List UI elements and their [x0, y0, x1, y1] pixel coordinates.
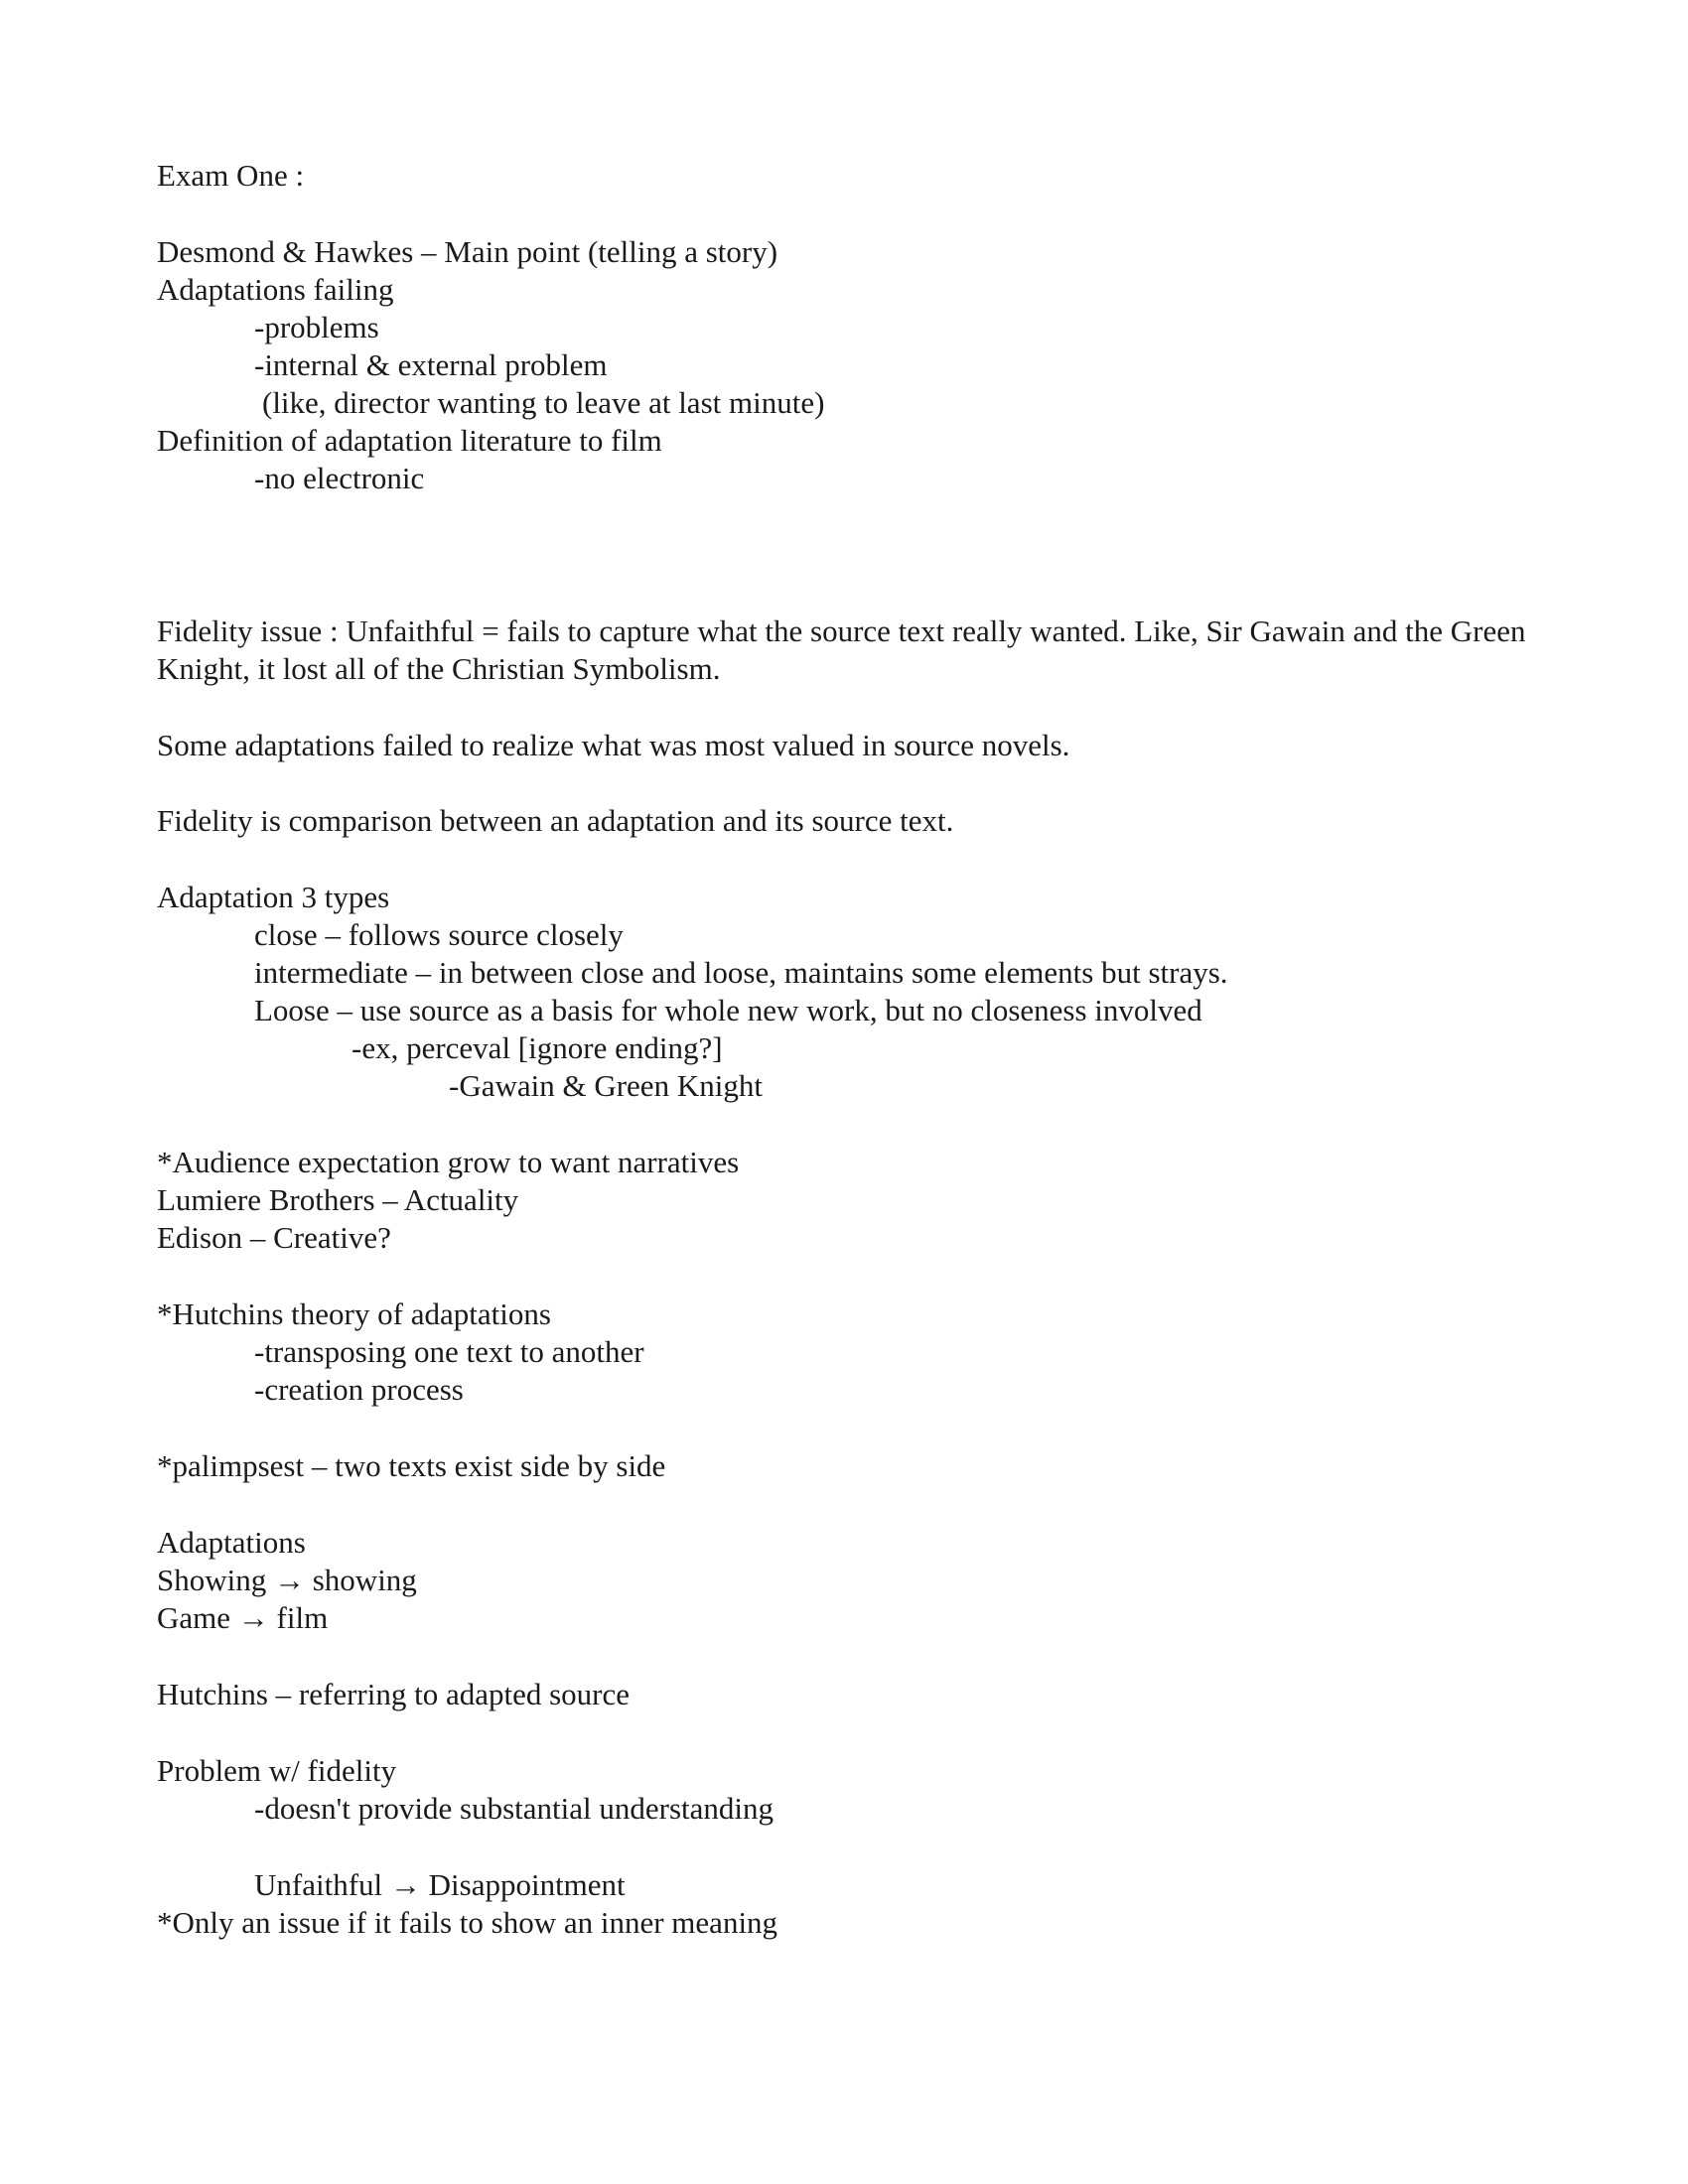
note-line: (like, director wanting to leave at last minute)	[262, 385, 825, 420]
note-line: -creation process	[254, 1372, 464, 1407]
note-line: close – follows source closely	[254, 917, 624, 952]
note-line: Showing → showing	[157, 1563, 417, 1597]
note-line: intermediate – in between close and loose, maintains some elements but strays.	[254, 955, 1228, 990]
note-line: -transposing one text to another	[254, 1334, 644, 1369]
note-line: Definition of adaptation literature to film	[157, 423, 662, 458]
note-line: Loose – use source as a basis for whole new work, but no closeness involved	[254, 993, 1202, 1027]
note-line: -no electronic	[254, 461, 425, 495]
note-line: -Gawain & Green Knight	[449, 1068, 763, 1103]
note-line: Game → film	[157, 1600, 329, 1635]
note-heading: Adaptation 3 types	[157, 880, 390, 914]
note-paragraph: Fidelity is comparison between an adaptation and its source text.	[157, 803, 954, 838]
note-heading: Adaptations	[157, 1525, 306, 1560]
note-line: *Only an issue if it fails to show an inner meaning	[157, 1905, 778, 1940]
note-paragraph: Some adaptations failed to realize what was most valued in source novels.	[157, 728, 1070, 762]
note-line: Desmond & Hawkes – Main point (telling a story)	[157, 234, 778, 269]
note-line: Adaptations failing	[157, 272, 394, 307]
note-line: -problems	[254, 310, 379, 344]
note-paragraph: Fidelity issue : Unfaithful = fails to capture what the source text really wanted. Like, Sir Gawain and the Green Knight, it lost all of the Christian Symbolism.	[157, 614, 1526, 686]
note-heading: Problem w/ fidelity	[157, 1753, 397, 1788]
note-line: -internal & external problem	[254, 347, 608, 382]
note-line: Hutchins – referring to adapted source	[157, 1677, 631, 1711]
note-heading: *Hutchins theory of adaptations	[157, 1297, 551, 1331]
note-line: *palimpsest – two texts exist side by side	[157, 1448, 666, 1483]
note-line: *Audience expectation grow to want narratives	[157, 1145, 740, 1179]
note-line: Edison – Creative?	[157, 1220, 391, 1255]
note-line: -doesn't provide substantial understanding	[254, 1791, 774, 1826]
page-title: Exam One :	[157, 158, 305, 193]
note-line: Unfaithful → Disappointment	[254, 1867, 626, 1902]
note-line: -ex, perceval [ignore ending?]	[352, 1030, 723, 1065]
note-line: Lumiere Brothers – Actuality	[157, 1182, 519, 1217]
